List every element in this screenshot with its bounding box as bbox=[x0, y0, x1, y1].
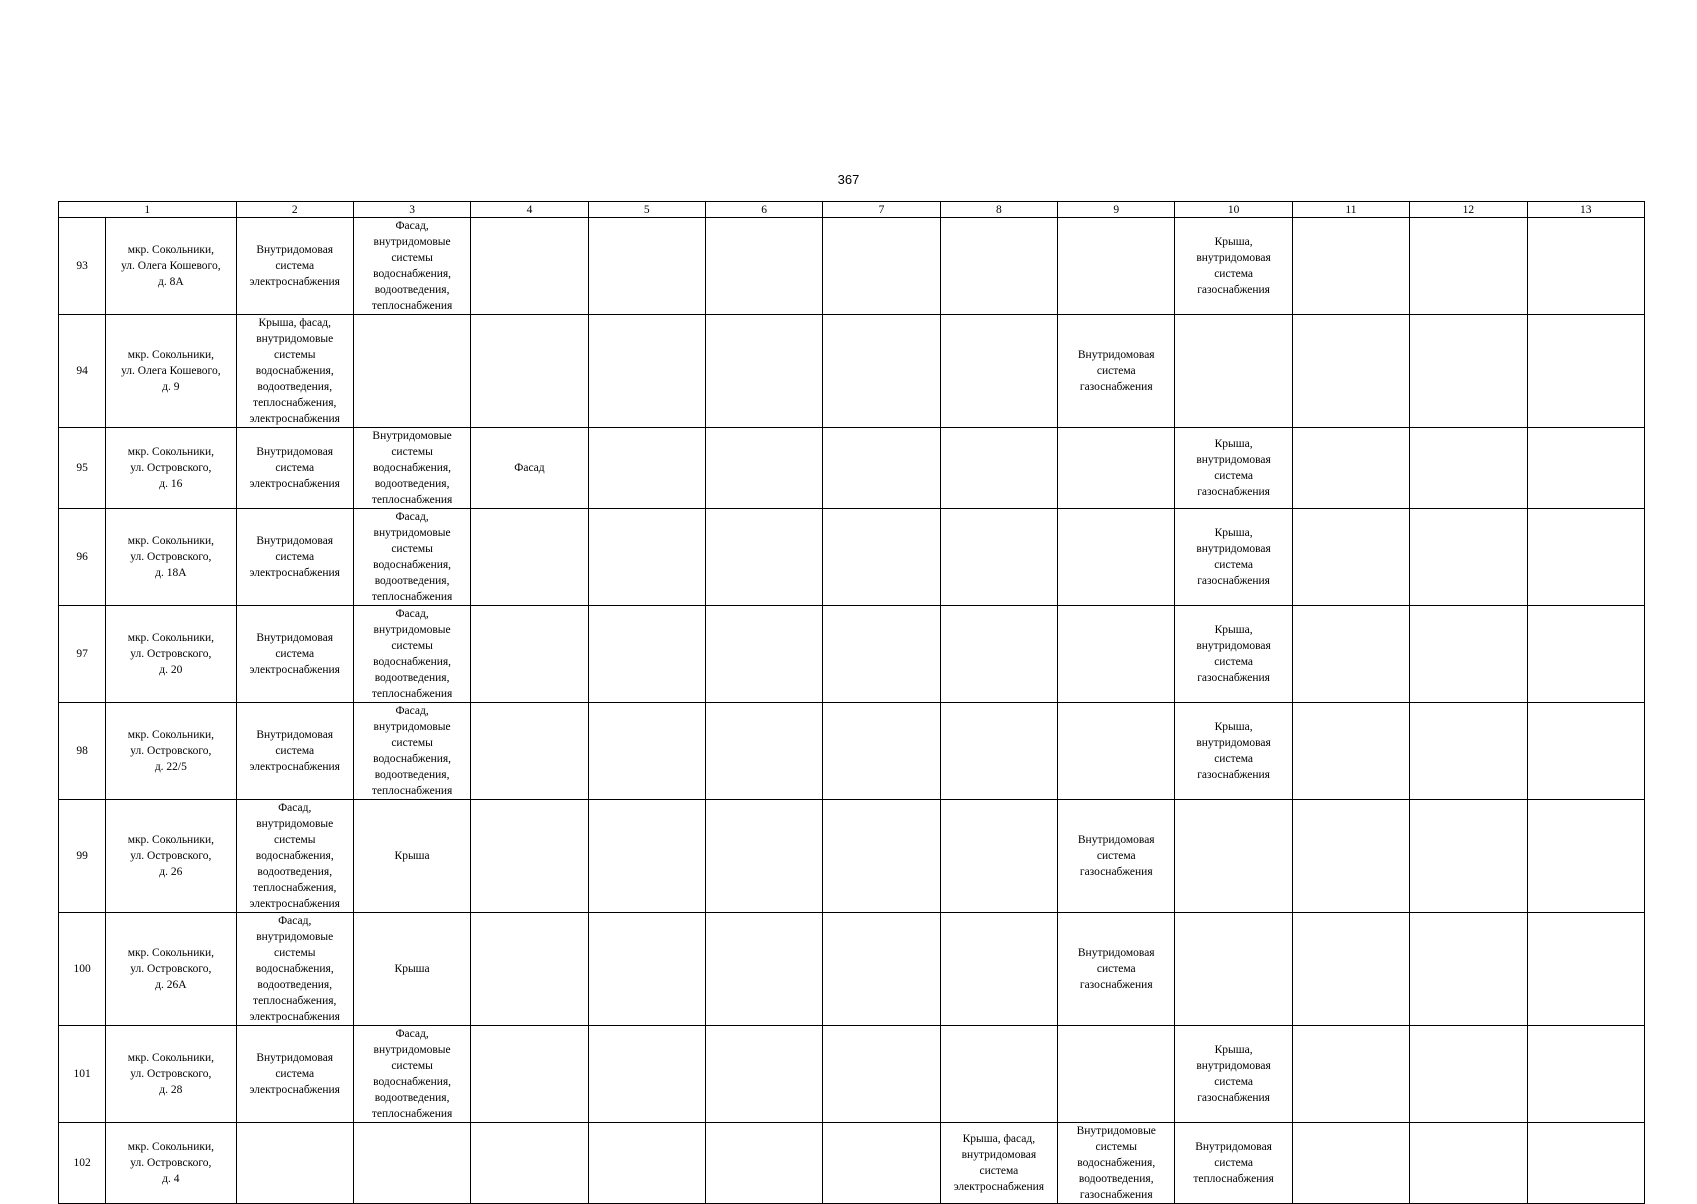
table-cell bbox=[1175, 1123, 1292, 1204]
column-header: 3 bbox=[353, 202, 470, 218]
table-cell bbox=[236, 315, 353, 428]
table-cell bbox=[471, 1123, 588, 1204]
column-header: 12 bbox=[1410, 202, 1527, 218]
table-cell bbox=[940, 703, 1057, 800]
column-header: 13 bbox=[1527, 202, 1645, 218]
cell-text: Фасад, внутридомовые системы водоснабжения, водоотведения, теплоснабжения, электроснабжения bbox=[249, 802, 340, 910]
table-cell bbox=[353, 1026, 470, 1123]
table-cell bbox=[588, 913, 705, 1026]
cell-text: 102 bbox=[73, 1157, 91, 1169]
cell-text: мкр. Сокольники, ул. Островского, д. 26А bbox=[127, 947, 214, 991]
table-row bbox=[59, 428, 1645, 509]
table-cell bbox=[1527, 315, 1645, 428]
column-header: 6 bbox=[705, 202, 822, 218]
table-cell bbox=[1292, 509, 1409, 606]
table-cell bbox=[236, 1026, 353, 1123]
table-cell bbox=[705, 1026, 822, 1123]
table-cell bbox=[1292, 1123, 1409, 1204]
cell-text: Фасад, внутридомовые системы водоснабжения, водоотведения, теплоснабжения bbox=[371, 705, 453, 797]
table-cell bbox=[705, 913, 822, 1026]
row-number-cell bbox=[59, 800, 106, 913]
table-cell bbox=[1527, 1026, 1645, 1123]
table-cell bbox=[236, 428, 353, 509]
address-cell bbox=[106, 703, 236, 800]
row-number-cell bbox=[59, 1026, 106, 1123]
table-cell bbox=[1058, 315, 1175, 428]
row-number-cell bbox=[59, 913, 106, 1026]
table-body bbox=[59, 218, 1645, 1204]
table-cell bbox=[1527, 218, 1645, 315]
table-cell bbox=[236, 218, 353, 315]
row-number-cell bbox=[59, 315, 106, 428]
table-cell bbox=[471, 913, 588, 1026]
repair-schedule-table bbox=[58, 201, 1645, 1204]
table-cell bbox=[1292, 913, 1409, 1026]
column-header: 2 bbox=[236, 202, 353, 218]
table-cell bbox=[823, 800, 940, 913]
table-cell bbox=[1527, 428, 1645, 509]
table-cell bbox=[1410, 509, 1527, 606]
table-cell bbox=[1527, 1123, 1645, 1204]
table-cell bbox=[588, 315, 705, 428]
cell-text: мкр. Сокольники, ул. Островского, д. 18А bbox=[127, 535, 214, 579]
cell-text: мкр. Сокольники, ул. Олега Кошевого, д. 9 bbox=[121, 349, 221, 393]
cell-text: Крыша, внутридомовая система газоснабжения bbox=[1196, 527, 1271, 587]
address-cell bbox=[106, 218, 236, 315]
cell-text: Внутридомовые системы водоснабжения, водоотведения, теплоснабжения bbox=[371, 430, 453, 506]
table-cell bbox=[471, 606, 588, 703]
table-cell bbox=[940, 913, 1057, 1026]
cell-text: Крыша bbox=[394, 850, 430, 862]
table-cell bbox=[353, 218, 470, 315]
table-cell bbox=[823, 1123, 940, 1204]
table-cell bbox=[1058, 800, 1175, 913]
page-number: 367 bbox=[837, 172, 860, 187]
cell-text: Внутридомовая система теплоснабжения bbox=[1193, 1141, 1274, 1185]
table-cell bbox=[471, 428, 588, 509]
table-cell bbox=[471, 703, 588, 800]
table-cell bbox=[940, 428, 1057, 509]
table-cell bbox=[1292, 703, 1409, 800]
cell-text: 97 bbox=[76, 648, 88, 660]
table-cell bbox=[1292, 315, 1409, 428]
table-row bbox=[59, 218, 1645, 315]
table-cell bbox=[1410, 913, 1527, 1026]
table-cell bbox=[1410, 1026, 1527, 1123]
table-cell bbox=[588, 509, 705, 606]
cell-text: Фасад bbox=[514, 462, 545, 474]
table-cell bbox=[1292, 218, 1409, 315]
table-cell bbox=[1410, 606, 1527, 703]
table-cell bbox=[823, 315, 940, 428]
row-number-cell bbox=[59, 1123, 106, 1204]
table-cell bbox=[1527, 800, 1645, 913]
table-cell bbox=[1410, 800, 1527, 913]
table-cell bbox=[1527, 606, 1645, 703]
cell-text: Внутридомовая система газоснабжения bbox=[1077, 834, 1155, 878]
table-cell bbox=[1175, 509, 1292, 606]
column-header: 9 bbox=[1058, 202, 1175, 218]
table-cell bbox=[940, 606, 1057, 703]
cell-text: Крыша bbox=[394, 963, 430, 975]
table-cell bbox=[705, 1123, 822, 1204]
cell-text: мкр. Сокольники, ул. Островского, д. 4 bbox=[127, 1141, 214, 1185]
table-cell bbox=[705, 509, 822, 606]
cell-text: Фасад, внутридомовые системы водоснабжения, водоотведения, теплоснабжения bbox=[371, 511, 453, 603]
table-cell bbox=[1175, 428, 1292, 509]
table-cell bbox=[353, 315, 470, 428]
table-cell bbox=[471, 800, 588, 913]
table-cell bbox=[471, 218, 588, 315]
table-cell bbox=[1175, 315, 1292, 428]
table-cell bbox=[353, 800, 470, 913]
cell-text: 94 bbox=[76, 365, 88, 377]
table-row bbox=[59, 315, 1645, 428]
table-cell bbox=[588, 1123, 705, 1204]
table-cell bbox=[1175, 1026, 1292, 1123]
cell-text: мкр. Сокольники, ул. Островского, д. 16 bbox=[127, 446, 214, 490]
table-cell bbox=[1175, 913, 1292, 1026]
table-cell bbox=[1527, 509, 1645, 606]
table-cell bbox=[236, 913, 353, 1026]
table-cell bbox=[588, 218, 705, 315]
column-header: 5 bbox=[588, 202, 705, 218]
column-header: 10 bbox=[1175, 202, 1292, 218]
table-cell bbox=[1410, 315, 1527, 428]
column-header: 11 bbox=[1292, 202, 1409, 218]
table-cell bbox=[1292, 1026, 1409, 1123]
cell-text: 95 bbox=[76, 462, 88, 474]
column-header: 1 bbox=[59, 202, 237, 218]
table-cell bbox=[823, 509, 940, 606]
cell-text: мкр. Сокольники, ул. Островского, д. 28 bbox=[127, 1052, 214, 1096]
table-cell bbox=[588, 606, 705, 703]
table-cell bbox=[1292, 428, 1409, 509]
table-cell bbox=[1058, 1123, 1175, 1204]
cell-text: Внутридомовая система электроснабжения bbox=[249, 535, 340, 579]
cell-text: Фасад, внутридомовые системы водоснабжения, водоотведения, теплоснабжения bbox=[371, 608, 453, 700]
cell-text: мкр. Сокольники, ул. Олега Кошевого, д. 8А bbox=[121, 244, 221, 288]
cell-text: мкр. Сокольники, ул. Островского, д. 20 bbox=[127, 632, 214, 676]
cell-text: Крыша, внутридомовая система газоснабжения bbox=[1196, 624, 1271, 684]
cell-text: Крыша, внутридомовая система газоснабжения bbox=[1196, 1044, 1271, 1104]
cell-text: Внутридомовая система электроснабжения bbox=[249, 446, 340, 490]
cell-text: 101 bbox=[73, 1068, 91, 1080]
table-cell bbox=[1058, 606, 1175, 703]
table-cell bbox=[1058, 509, 1175, 606]
address-cell bbox=[106, 606, 236, 703]
address-cell bbox=[106, 428, 236, 509]
table-cell bbox=[1175, 800, 1292, 913]
table-cell bbox=[588, 428, 705, 509]
cell-text: мкр. Сокольники, ул. Островского, д. 26 bbox=[127, 834, 214, 878]
table-cell bbox=[1175, 703, 1292, 800]
address-cell bbox=[106, 1123, 236, 1204]
table-cell bbox=[1410, 703, 1527, 800]
table-cell bbox=[823, 218, 940, 315]
cell-text: 100 bbox=[73, 963, 91, 975]
table-row bbox=[59, 606, 1645, 703]
table-cell bbox=[1175, 606, 1292, 703]
table-cell bbox=[823, 606, 940, 703]
cell-text: Внутридомовая система газоснабжения bbox=[1077, 349, 1155, 393]
table-cell bbox=[823, 913, 940, 1026]
table-cell bbox=[1292, 800, 1409, 913]
cell-text: Крыша, фасад, внутридомовые системы водоснабжения, водоотведения, теплоснабжения, электроснабжения bbox=[249, 317, 340, 425]
table-cell bbox=[940, 1123, 1057, 1204]
table-cell bbox=[940, 800, 1057, 913]
column-header: 8 bbox=[940, 202, 1057, 218]
table-cell bbox=[1527, 913, 1645, 1026]
row-number-cell bbox=[59, 606, 106, 703]
table-row bbox=[59, 913, 1645, 1026]
address-cell bbox=[106, 1026, 236, 1123]
cell-text: 99 bbox=[76, 850, 88, 862]
table-cell bbox=[353, 509, 470, 606]
cell-text: Внутридомовая система газоснабжения bbox=[1077, 947, 1155, 991]
table-cell bbox=[940, 218, 1057, 315]
table-cell bbox=[353, 1123, 470, 1204]
table-cell bbox=[1058, 1026, 1175, 1123]
row-number-cell bbox=[59, 428, 106, 509]
column-header: 4 bbox=[471, 202, 588, 218]
address-cell bbox=[106, 509, 236, 606]
table-cell bbox=[1292, 606, 1409, 703]
table-cell bbox=[353, 703, 470, 800]
table-cell bbox=[588, 800, 705, 913]
address-cell bbox=[106, 800, 236, 913]
cell-text: Внутридомовая система электроснабжения bbox=[249, 244, 340, 288]
table-cell bbox=[940, 315, 1057, 428]
table-cell bbox=[1175, 218, 1292, 315]
table-cell bbox=[353, 913, 470, 1026]
table-cell bbox=[1410, 428, 1527, 509]
table-cell bbox=[471, 1026, 588, 1123]
table-cell bbox=[705, 703, 822, 800]
cell-text: 93 bbox=[76, 260, 88, 272]
table-cell bbox=[1058, 218, 1175, 315]
cell-text: Фасад, внутридомовые системы водоснабжения, водоотведения, теплоснабжения bbox=[371, 1028, 453, 1120]
cell-text: Внутридомовая система электроснабжения bbox=[249, 729, 340, 773]
table-row bbox=[59, 1026, 1645, 1123]
address-cell bbox=[106, 913, 236, 1026]
table-cell bbox=[471, 509, 588, 606]
column-header-row bbox=[59, 202, 1645, 218]
table-cell bbox=[940, 509, 1057, 606]
table-cell bbox=[1058, 703, 1175, 800]
cell-text: мкр. Сокольники, ул. Островского, д. 22/5 bbox=[127, 729, 214, 773]
cell-text: 98 bbox=[76, 745, 88, 757]
table-row bbox=[59, 1123, 1645, 1204]
cell-text: Крыша, внутридомовая система газоснабжения bbox=[1196, 438, 1271, 498]
table-cell bbox=[588, 703, 705, 800]
table-cell bbox=[823, 428, 940, 509]
table-cell bbox=[705, 218, 822, 315]
table-row bbox=[59, 509, 1645, 606]
cell-text: Крыша, внутридомовая система газоснабжения bbox=[1196, 236, 1271, 296]
table-cell bbox=[705, 800, 822, 913]
table-cell bbox=[705, 315, 822, 428]
row-number-cell bbox=[59, 218, 106, 315]
table-cell bbox=[471, 315, 588, 428]
table-cell bbox=[236, 509, 353, 606]
table-cell bbox=[236, 703, 353, 800]
cell-text: Фасад, внутридомовые системы водоснабжения, водоотведения, теплоснабжения bbox=[371, 220, 453, 312]
cell-text: Фасад, внутридомовые системы водоснабжения, водоотведения, теплоснабжения, электроснабжения bbox=[249, 915, 340, 1023]
cell-text: Крыша, фасад, внутридомовая система электроснабжения bbox=[953, 1133, 1045, 1193]
table-cell bbox=[1058, 428, 1175, 509]
column-header: 7 bbox=[823, 202, 940, 218]
table-cell bbox=[236, 800, 353, 913]
cell-text: Крыша, внутридомовая система газоснабжения bbox=[1196, 721, 1271, 781]
table-cell bbox=[236, 606, 353, 703]
table-cell bbox=[588, 1026, 705, 1123]
cell-text: Внутридомовые системы водоснабжения, водоотведения, газоснабжения bbox=[1076, 1125, 1156, 1201]
table-cell bbox=[940, 1026, 1057, 1123]
table-row bbox=[59, 800, 1645, 913]
table-cell bbox=[1410, 218, 1527, 315]
table-cell bbox=[1058, 913, 1175, 1026]
address-cell bbox=[106, 315, 236, 428]
table-cell bbox=[236, 1123, 353, 1204]
cell-text: Внутридомовая система электроснабжения bbox=[249, 1052, 340, 1096]
row-number-cell bbox=[59, 703, 106, 800]
table-cell bbox=[353, 606, 470, 703]
table-cell bbox=[823, 703, 940, 800]
table-cell bbox=[705, 428, 822, 509]
row-number-cell bbox=[59, 509, 106, 606]
table-cell bbox=[1410, 1123, 1527, 1204]
table-cell bbox=[1527, 703, 1645, 800]
cell-text: Внутридомовая система электроснабжения bbox=[249, 632, 340, 676]
table-cell bbox=[705, 606, 822, 703]
table-row bbox=[59, 703, 1645, 800]
table-cell bbox=[353, 428, 470, 509]
cell-text: 96 bbox=[76, 551, 88, 563]
table-cell bbox=[823, 1026, 940, 1123]
